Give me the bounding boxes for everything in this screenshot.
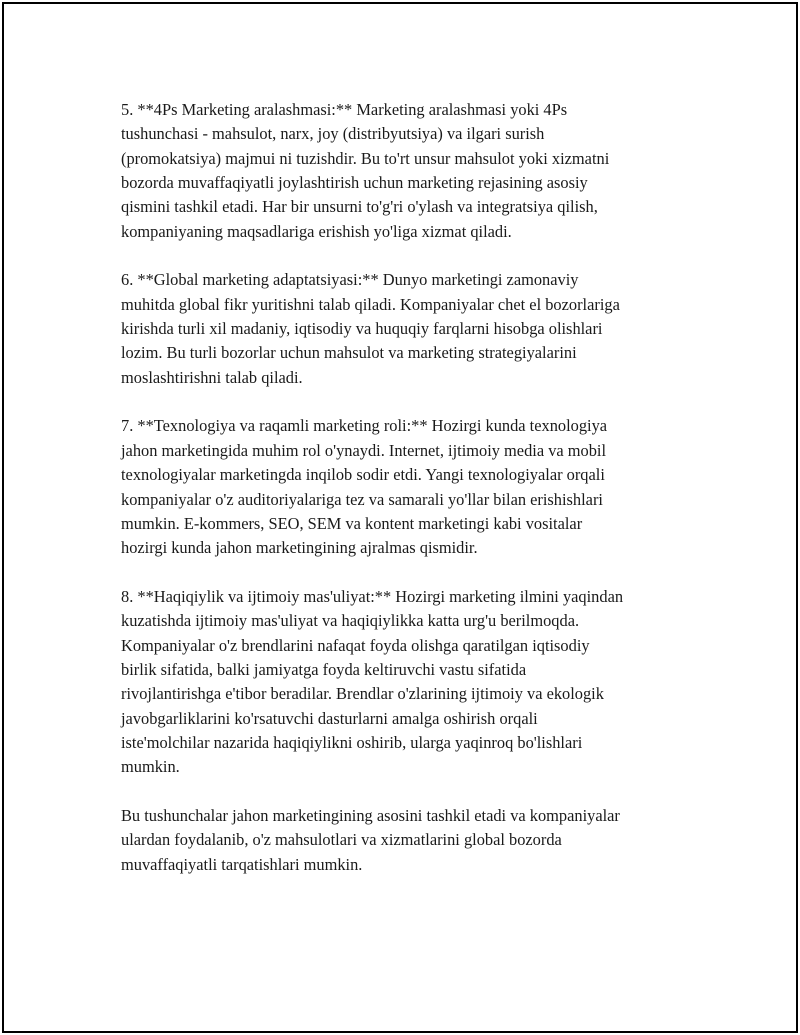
paragraph-social-responsibility: 8. **Haqiqiylik va ijtimoiy mas'uliyat:** Hozirgi marketing ilmini yaqindan kuzatishda ijtimoiy mas'uliyat va haqiqiylikka katta urg'u berilmoqda. Kompaniyalar o'z brendlarini nafaqat foyda olishga qaratilgan iqtisodiy birlik sifatida, balki jamiyatga foyda keltiruvchi vastu sifatida rivojlantirishga e'tibor beradilar. Brendlar o'zlarining ijtimoiy va ekologik javobgarliklarini ko'rsatuvchi dasturlarni amalga oshirish orqali iste'molchilar nazarida haqiqiylikni oshirib, ularga yaqinroq bo'lishlari mumkin. — [121, 586, 624, 777]
document-body — [121, 98, 701, 877]
document-page — [2, 2, 798, 1033]
paragraph-4ps-marketing: 5. **4Ps Marketing aralashmasi:** Marketing aralashmasi yoki 4Ps tushunchasi - mahsulot, narx, joy (distribyutsiya) va ilgari surish (promokatsiya) majmui ni tuzishdir. Bu to'rt unsur mahsulot yoki xizmatni bozorda muvaffaqiyatli joylashtirish uchun marketing rejasining asosiy qismini tashkil etadi. Har bir unsurni to'g'ri o'ylash va integratsiya qilish, kompaniyaning maqsadlariga erishish yo'liga xizmat qiladi. — [121, 100, 610, 241]
paragraph-conclusion: Bu tushunchalar jahon marketingining asosini tashkil etadi va kompaniyalar ulardan foydalanib, o'z mahsulotlari va xizmatlarini global bozorda muvaffaqiyatli tarqatishlari mumkin. — [121, 805, 620, 874]
paragraph-digital-marketing: 7. **Texnologiya va raqamli marketing roli:** Hozirgi kunda texnologiya jahon marketingida muhim rol o'ynaydi. Internet, ijtimoiy media va mobil texnologiyalar marketingda inqilob sodir etdi. Yangi texnologiyalar orqali kompaniyalar o'z auditoriyalariga tez va samarali yo'llar bilan erishishlari mumkin. E-kommers, SEO, SEM va kontent marketingi kabi vositalar hozirgi kunda jahon marketingining ajralmas qismidir. — [121, 416, 608, 558]
paragraph-global-adaptation: 6. **Global marketing adaptatsiyasi:** Dunyo marketingi zamonaviy muhitda global fikr yuritishni talab qiladi. Kompaniyalar chet el bozorlariga kirishda turli xil madaniy, iqtisodiy va huquqiy farqlarni hisobga olishlari lozim. Bu turli bozorlar uchun mahsulot va marketing strategiyalarini moslashtirishni talab qiladi. — [121, 270, 620, 387]
